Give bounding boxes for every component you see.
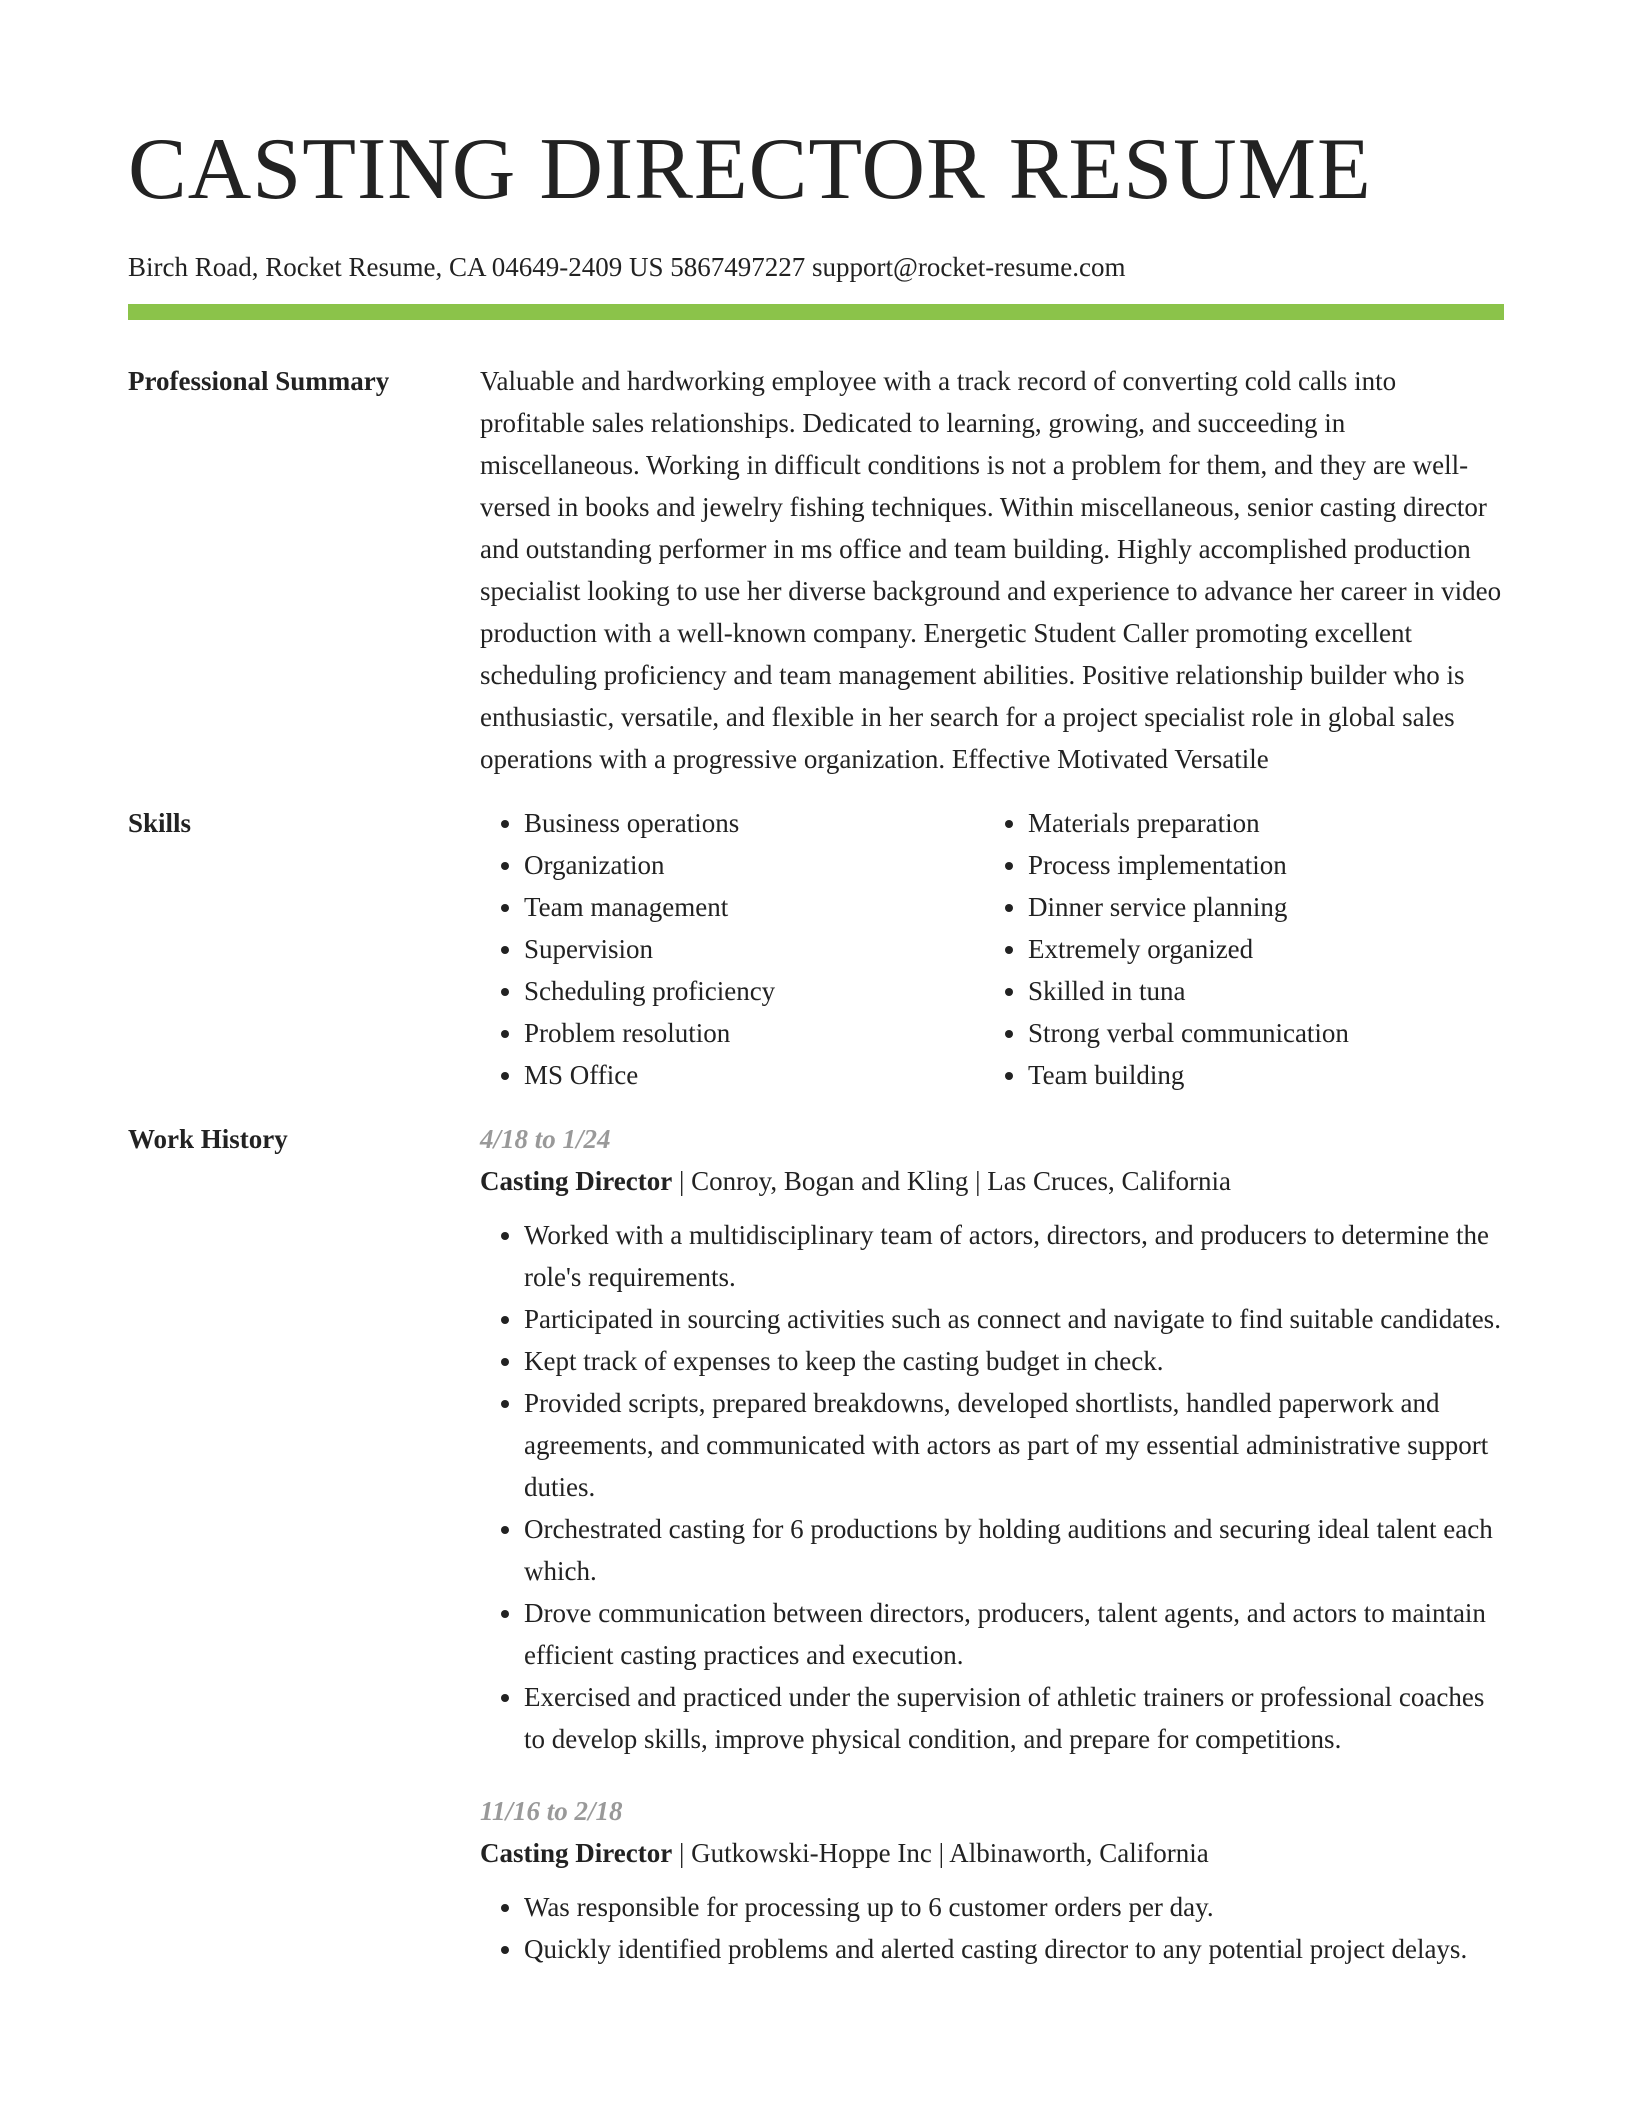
- job-bullet: • Exercised and practiced under the supervision of athletic trainers or professional coaches to develop skills, improve physical condition, and prepare for competitions.: [524, 1676, 1504, 1760]
- accent-divider: [128, 304, 1504, 320]
- skill-item: • Skilled in tuna: [1028, 970, 1488, 1012]
- section-body: [480, 1118, 1504, 1970]
- skill-item: • MS Office: [524, 1054, 984, 1096]
- job-title: Casting Director: [480, 1166, 673, 1196]
- section-label: Work History: [128, 1124, 288, 1154]
- summary-text: Valuable and hardworking employee with a track record of converting cold calls into profitable sales relationships. Dedicated to learning, growing, and succeeding in miscellaneous. Working in difficult conditions is not a problem for them, and they are well-versed in books and jewelry fishing techniques. Within miscellaneous, senior casting director and outstanding performer in ms office and team building. Highly accomplished production specialist looking to use her diverse background and experience to advance her career in video production with a well-known company. Energetic Student Caller promoting excellent scheduling proficiency and team management abilities. Positive relationship builder who is enthusiastic, versatile, and flexible in her search for a project specialist role in global sales operations with a progressive organization. Effective Motivated Versatile: [480, 366, 1502, 774]
- job-bullet: • Worked with a multidisciplinary team of actors, directors, and producers to determine the role's requirements.: [524, 1214, 1504, 1298]
- job-dates: 11/16 to 2/18: [480, 1796, 623, 1826]
- skill-item: • Business operations: [524, 802, 984, 844]
- section-label: Skills: [128, 808, 192, 838]
- skill-item: • Organization: [524, 844, 984, 886]
- work-history-section: [128, 1118, 1504, 1970]
- job-title: Casting Director: [480, 1838, 673, 1868]
- job-bullet: • Orchestrated casting for 6 productions by holding auditions and securing ideal talent each which.: [524, 1508, 1504, 1592]
- contact-line: Birch Road, Rocket Resume, CA 04649-2409 US 5867497227 support@rocket-resume.com: [128, 252, 1126, 282]
- job-details: | Conroy, Bogan and Kling | Las Cruces, California: [672, 1166, 1231, 1196]
- skills-columns: [480, 802, 1504, 1096]
- job-bullets: [480, 1214, 1504, 1760]
- section-body: [480, 360, 1504, 780]
- skill-item: • Dinner service planning: [1028, 886, 1488, 928]
- professional-summary-section: [128, 360, 1504, 780]
- skill-item: • Supervision: [524, 928, 984, 970]
- skill-item: • Team management: [524, 886, 984, 928]
- job-bullet: • Participated in sourcing activities such as connect and navigate to find suitable candidates.: [524, 1298, 1504, 1340]
- job-entry: [480, 1118, 1504, 1760]
- skill-item: • Team building: [1028, 1054, 1488, 1096]
- skill-item: • Materials preparation: [1028, 802, 1488, 844]
- job-entry: [480, 1790, 1504, 1970]
- section-label: Professional Summary: [128, 366, 390, 396]
- job-bullets: [480, 1886, 1504, 1970]
- job-header: [480, 1832, 1504, 1874]
- skill-item: • Problem resolution: [524, 1012, 984, 1054]
- skills-list-right: [984, 802, 1488, 1096]
- job-details: | Gutkowski-Hoppe Inc | Albinaworth, California: [672, 1838, 1209, 1868]
- skills-section: [128, 802, 1504, 1096]
- job-bullet: • Drove communication between directors, producers, talent agents, and actors to maintain efficient casting practices and execution.: [524, 1592, 1504, 1676]
- skill-item: • Scheduling proficiency: [524, 970, 984, 1012]
- skill-item: • Process implementation: [1028, 844, 1488, 886]
- job-bullet: • Was responsible for processing up to 6 customer orders per day.: [524, 1886, 1504, 1928]
- job-dates: 4/18 to 1/24: [480, 1124, 611, 1154]
- skill-item: • Extremely organized: [1028, 928, 1488, 970]
- resume-title: CASTING DIRECTOR RESUME: [128, 121, 1372, 218]
- job-bullet: • Kept track of expenses to keep the casting budget in check.: [524, 1340, 1504, 1382]
- job-bullet: • Quickly identified problems and alerted casting director to any potential project delays.: [524, 1928, 1504, 1970]
- job-header: [480, 1160, 1504, 1202]
- skill-item: • Strong verbal communication: [1028, 1012, 1488, 1054]
- job-bullet: • Provided scripts, prepared breakdowns, developed shortlists, handled paperwork and agreements, and communicated with actors as part of my essential administrative support duties.: [524, 1382, 1504, 1508]
- skills-list-left: [480, 802, 984, 1096]
